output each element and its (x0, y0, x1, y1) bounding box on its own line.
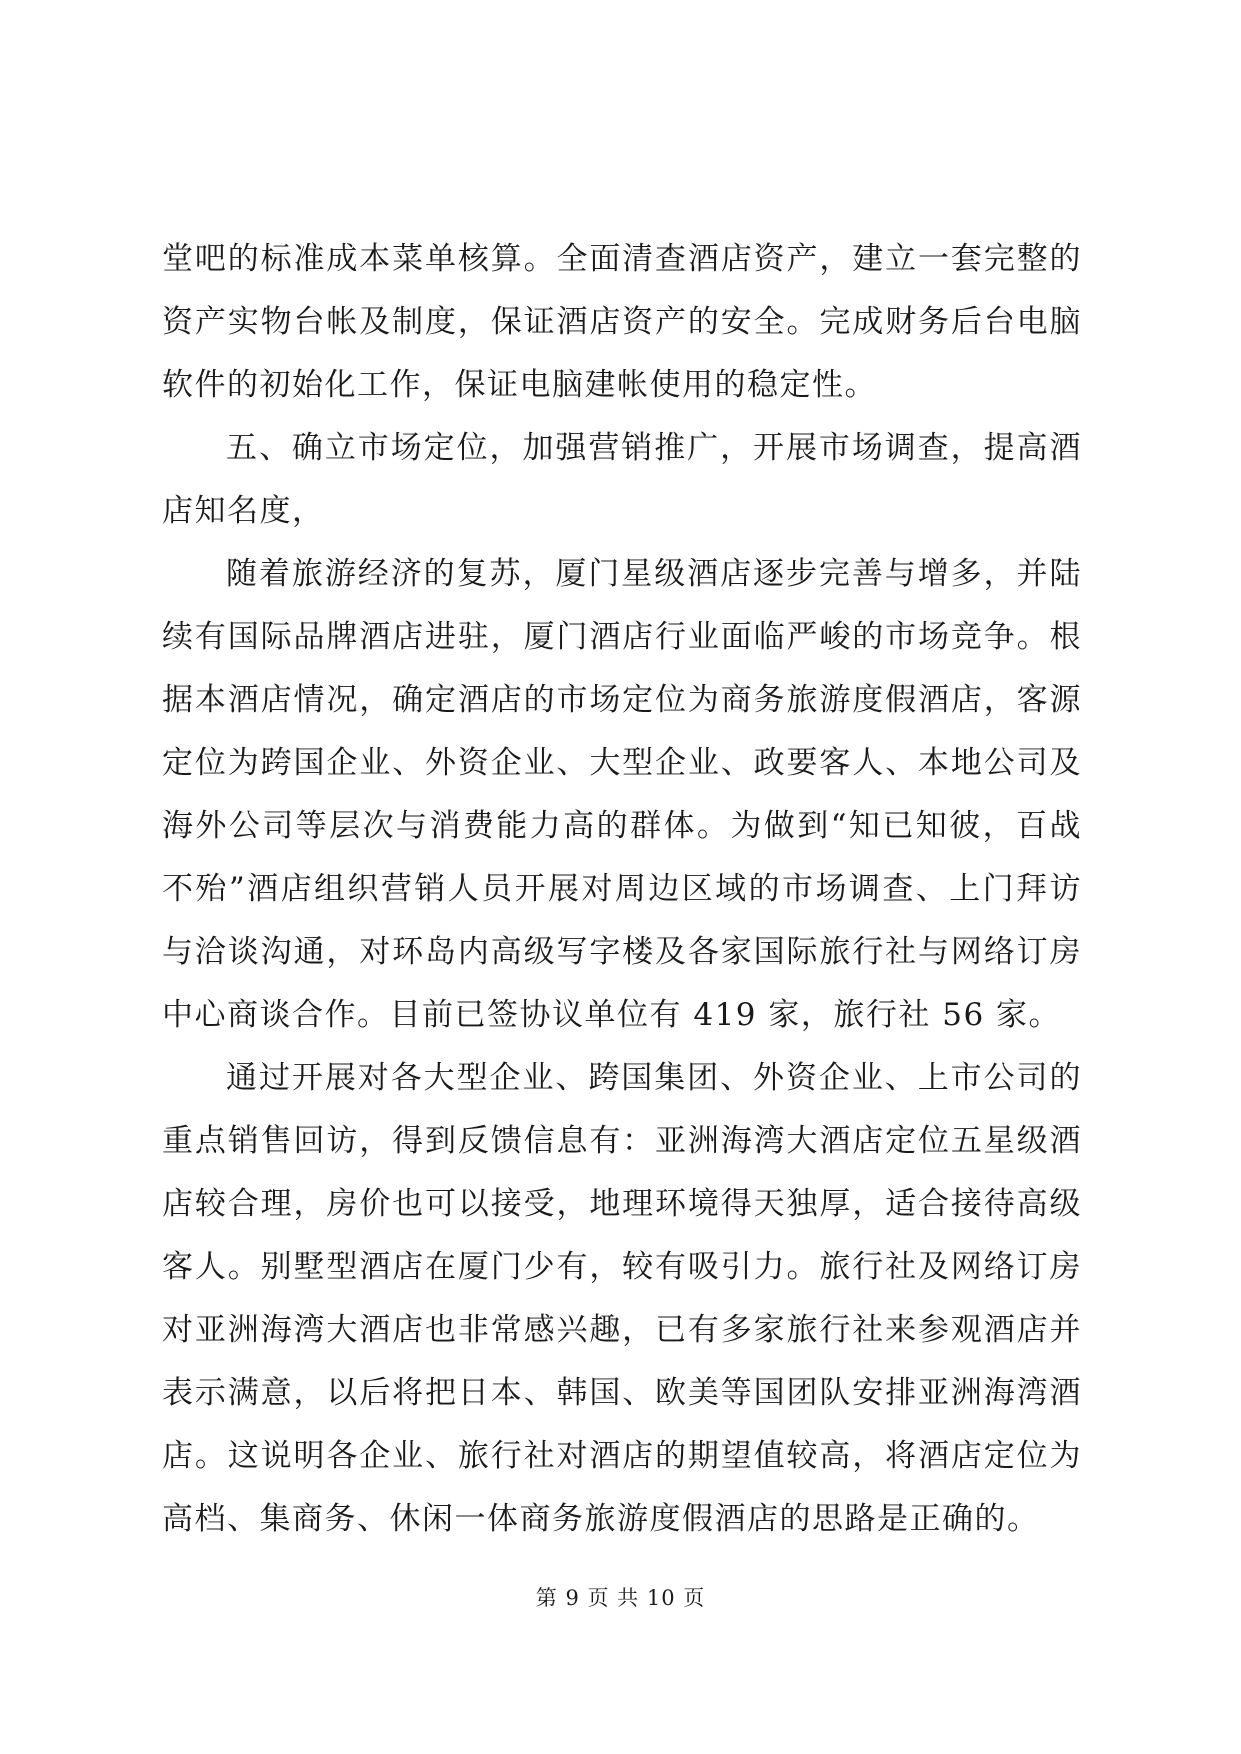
text-line: 与洽谈沟通，对环岛内高级写字楼及各家国际旅行社与网络订房 (162, 934, 1082, 970)
text-line: 中心商谈合作。目前已签协议单位有 419 家，旅行社 56 家。 (162, 997, 1062, 1033)
text-line: 随着旅游经济的复苏，厦门星级酒店逐步完善与增多，并陆 (226, 556, 1082, 592)
text-line: 软件的初始化工作，保证电脑建帐使用的稳定性。 (162, 367, 877, 403)
text-line: 堂吧的标准成本菜单核算。全面清查酒店资产，建立一套完整的 (162, 241, 1082, 277)
body-text (162, 228, 1082, 1551)
paragraph-finance-continuation (162, 228, 1082, 417)
section-heading-market-positioning (162, 417, 1082, 543)
text-line: 据本酒店情况，确定酒店的市场定位为商务旅游度假酒店，客源 (162, 682, 1082, 718)
text-line: 续有国际品牌酒店进驻，厦门酒店行业面临严峻的市场竞争。根 (162, 619, 1082, 655)
text-line: 海外公司等层次与消费能力高的群体。为做到“知已知彼，百战 (162, 808, 1082, 844)
text-line: 店知名度， (162, 493, 325, 529)
text-line: 不殆”酒店组织营销人员开展对周边区域的市场调查、上门拜访 (162, 871, 1082, 907)
text-line: 重点销售回访，得到反馈信息有：亚洲海湾大酒店定位五星级酒 (162, 1123, 1082, 1159)
text-line: 店。这说明各企业、旅行社对酒店的期望值较高，将酒店定位为 (162, 1438, 1082, 1474)
text-line: 资产实物台帐及制度，保证酒店资产的安全。完成财务后台电脑 (162, 304, 1082, 340)
text-line: 对亚洲海湾大酒店也非常感兴趣，已有多家旅行社来参观酒店并 (162, 1312, 1082, 1348)
text-line: 五、确立市场定位，加强营销推广，开展市场调查，提高酒 (226, 430, 1082, 466)
text-line: 店较合理，房价也可以接受，地理环境得天独厚，适合接待高级 (162, 1186, 1082, 1222)
paragraph-sales-feedback (162, 1047, 1082, 1551)
text-line: 表示满意，以后将把日本、韩国、欧美等国团队安排亚洲海湾酒 (162, 1375, 1082, 1411)
text-line: 客人。别墅型酒店在厦门少有，较有吸引力。旅行社及网络订房 (162, 1249, 1082, 1285)
text-line: 高档、集商务、休闲一体商务旅游度假酒店的思路是正确的。 (162, 1501, 1040, 1537)
text-line: 定位为跨国企业、外资企业、大型企业、政要客人、本地公司及 (162, 745, 1082, 781)
text-line: 通过开展对各大型企业、跨国集团、外资企业、上市公司的 (226, 1060, 1082, 1096)
paragraph-market-competition (162, 543, 1082, 1047)
page-number-footer: 第 9 页 共 10 页 (535, 1586, 706, 1610)
